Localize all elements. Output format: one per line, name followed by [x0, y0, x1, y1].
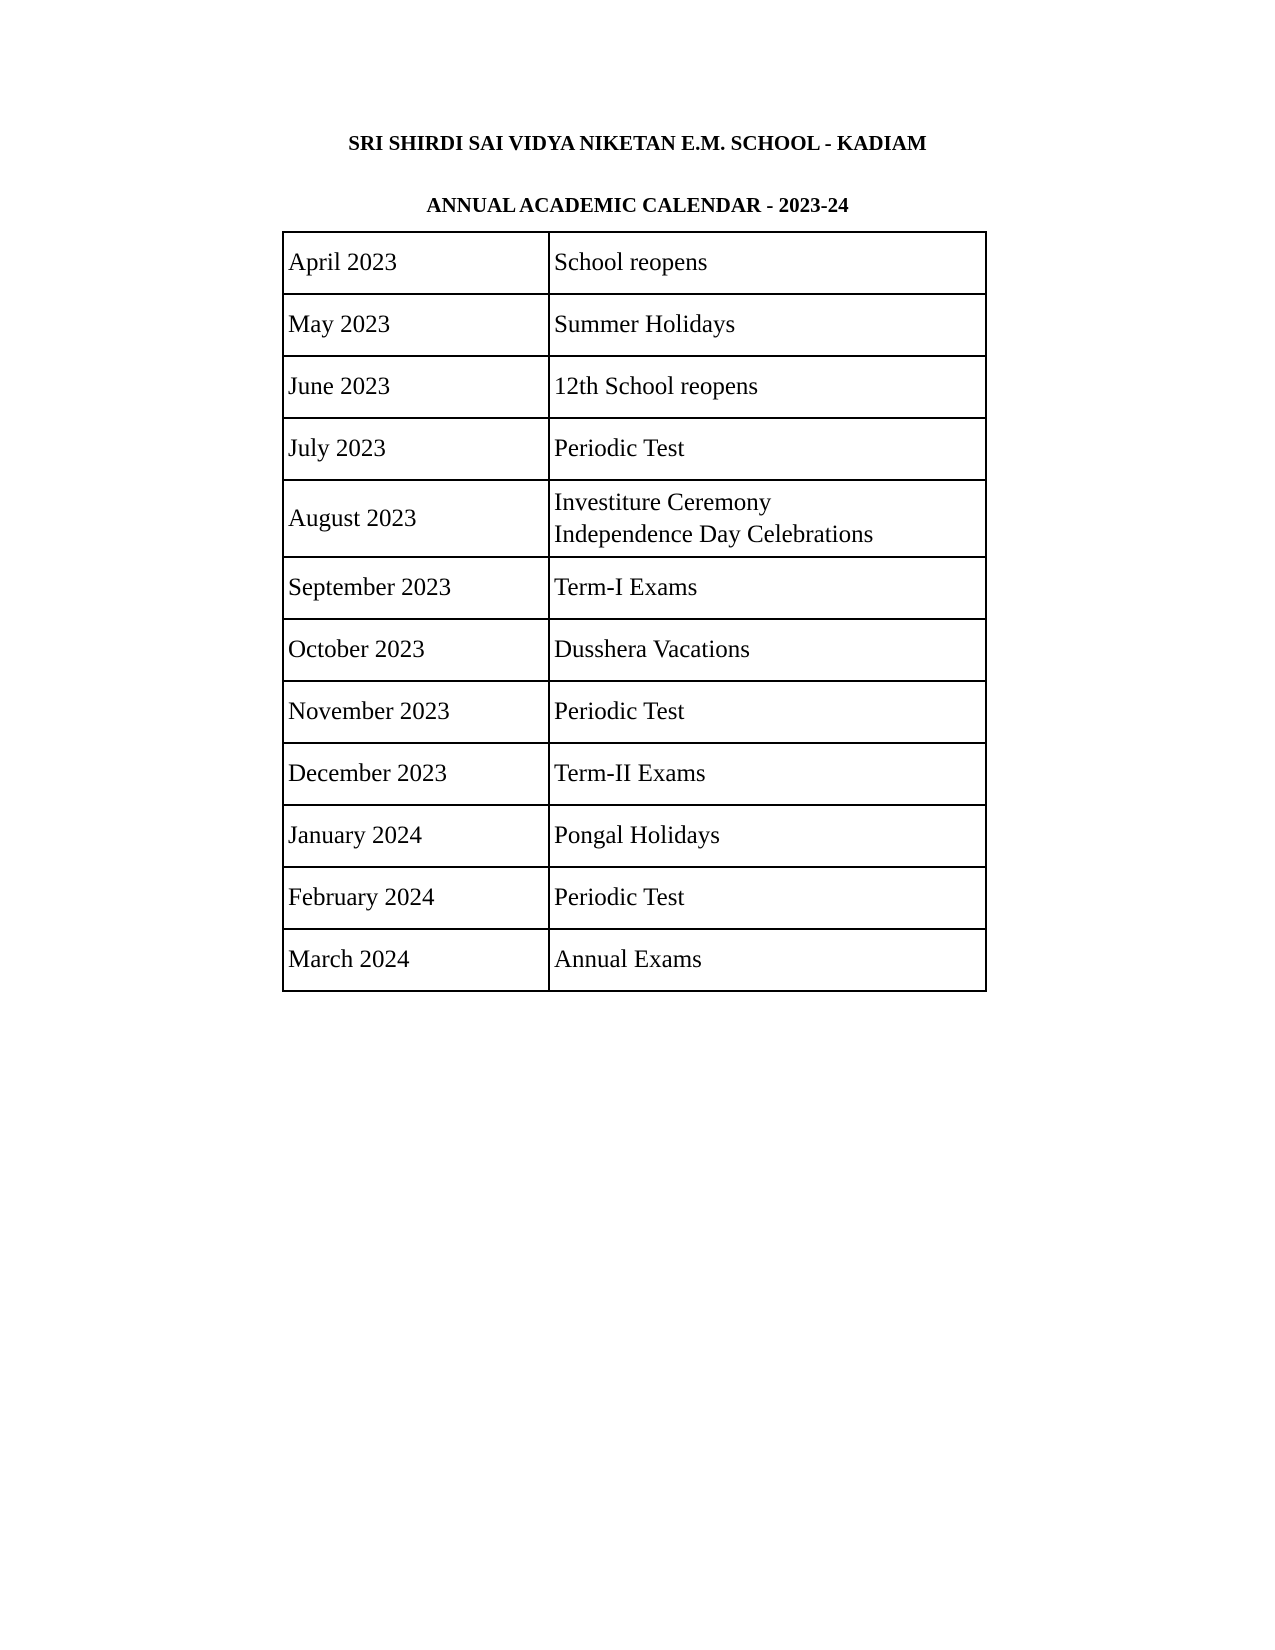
event-text: Annual Exams — [554, 946, 702, 973]
event-cell — [549, 356, 986, 418]
academic-calendar-table — [282, 231, 987, 992]
event-text: School reopens — [554, 249, 708, 276]
table-row — [283, 294, 986, 356]
event-text: Independence Day Celebrations — [554, 520, 874, 548]
month-cell: March 2024 — [283, 929, 549, 991]
month-cell: February 2024 — [283, 867, 549, 929]
event-text: Dusshera Vacations — [554, 636, 751, 663]
event-cell — [549, 418, 986, 480]
event-text: Investiture Ceremony — [554, 488, 772, 516]
month-cell: January 2024 — [283, 805, 549, 867]
month-cell: June 2023 — [283, 356, 549, 418]
month-cell: December 2023 — [283, 743, 549, 805]
event-text: Term-I Exams — [554, 574, 698, 601]
month-cell: April 2023 — [283, 232, 549, 294]
event-cell — [549, 743, 986, 805]
school-name: SRI SHIRDI SAI VIDYA NIKETAN E.M. SCHOOL - KADIAM — [348, 131, 927, 155]
table-row — [283, 619, 986, 681]
event-text: Pongal Holidays — [554, 822, 720, 849]
month-cell: October 2023 — [283, 619, 549, 681]
month-cell: August 2023 — [283, 480, 549, 557]
table-row — [283, 557, 986, 619]
event-text: Summer Holidays — [554, 311, 736, 338]
table-row — [283, 681, 986, 743]
event-cell — [549, 867, 986, 929]
month-cell: November 2023 — [283, 681, 549, 743]
event-text: Periodic Test — [554, 698, 685, 725]
event-text: 12th School reopens — [554, 373, 759, 400]
month-cell: May 2023 — [283, 294, 549, 356]
event-cell — [549, 929, 986, 991]
table-row — [283, 356, 986, 418]
event-text: Periodic Test — [554, 435, 685, 462]
event-cell — [549, 480, 986, 557]
event-cell — [549, 294, 986, 356]
table-row — [283, 232, 986, 294]
event-text: Term-II Exams — [554, 760, 706, 787]
calendar-title: ANNUAL ACADEMIC CALENDAR - 2023-24 — [426, 193, 849, 217]
month-cell: September 2023 — [283, 557, 549, 619]
event-text: Periodic Test — [554, 884, 685, 911]
table-row — [283, 867, 986, 929]
event-cell — [549, 619, 986, 681]
event-cell — [549, 805, 986, 867]
month-cell: July 2023 — [283, 418, 549, 480]
table-row — [283, 743, 986, 805]
table-row — [283, 418, 986, 480]
event-cell — [549, 557, 986, 619]
event-cell — [549, 681, 986, 743]
table-row — [283, 929, 986, 991]
event-cell — [549, 232, 986, 294]
table-row — [283, 805, 986, 867]
table-row — [283, 480, 986, 557]
